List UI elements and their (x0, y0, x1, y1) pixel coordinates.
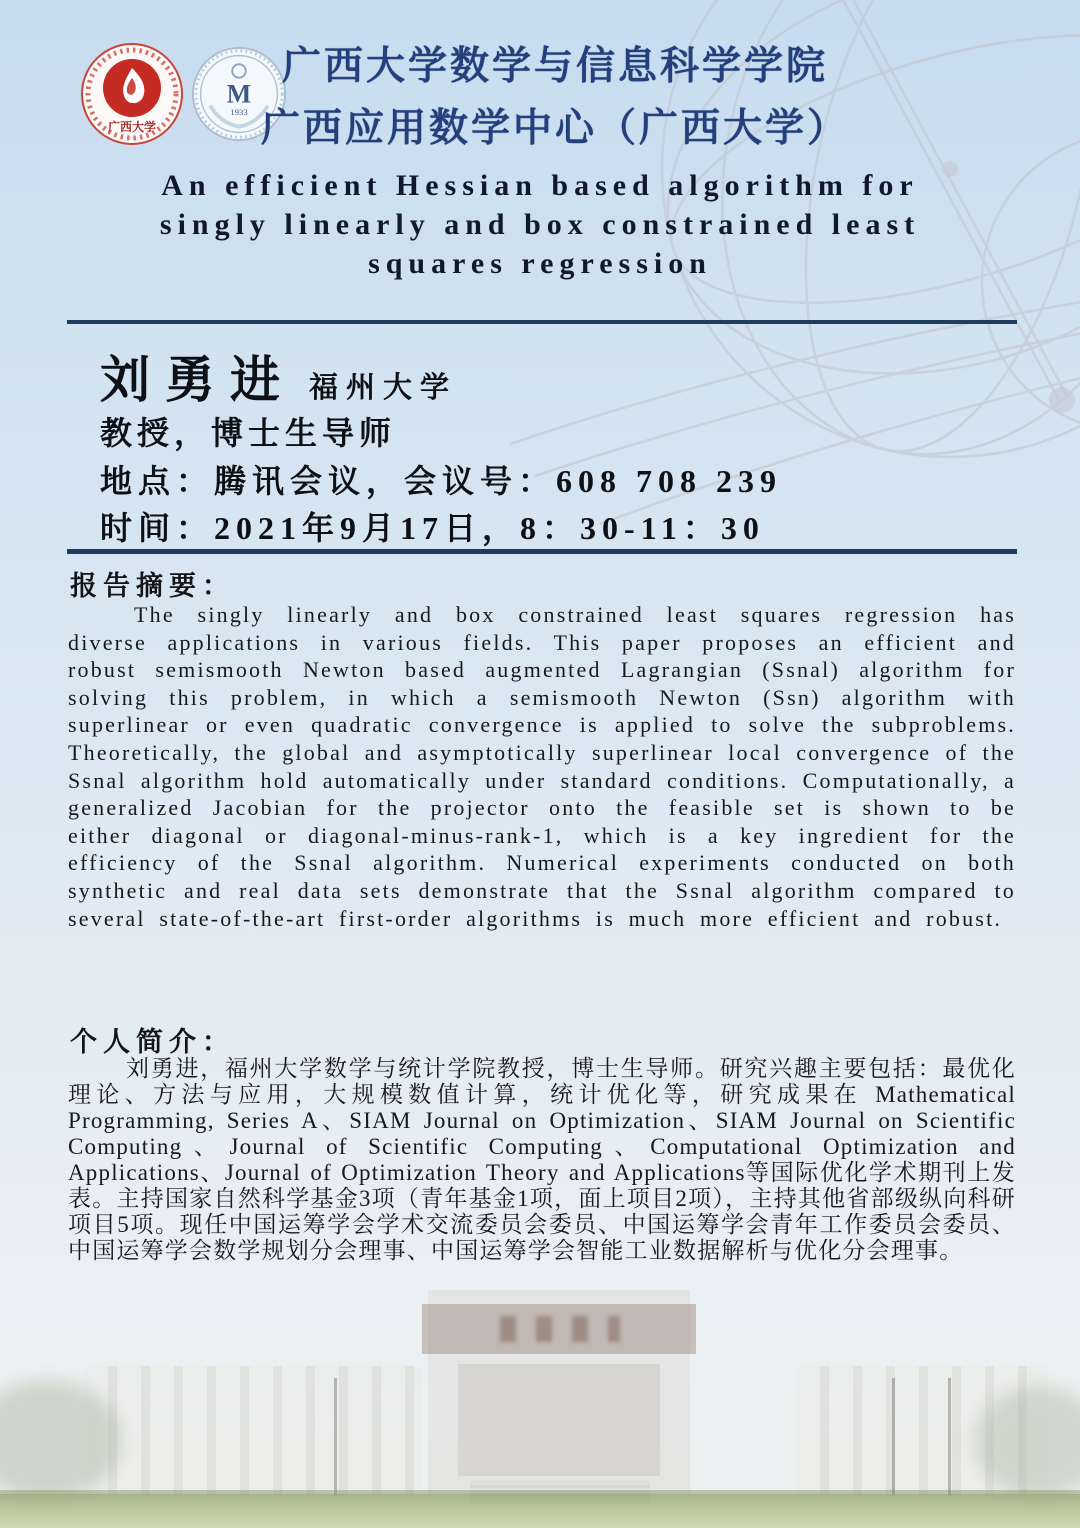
speaker-position: 教授，博士生导师 (100, 415, 397, 451)
bio-text: 刘勇进，福州大学数学与统计学院教授，博士生导师。研究兴趣主要包括：最优化理论、方法与应用，大规模数值计算，统计优化等，研究成果在 Mathematical Programming, Series A、SIAM Journal on Optimization、SIAM Journal on Scientific Computing、Journal of Scientific Computing、Computational Optimization and Applications、Journal of Optimization Theory and Applications等国际优化学术期刊上发表。主持国家自然科学基金3项（青年基金1项，面上项目2项），主持其他省部级纵向科研项目5项。现任中国运筹学会学术交流委员会委员、中国运筹学会青年工作委员会委员、中国运筹学会数学规划分会理事、中国运筹学会智能工业数据解析与优化分会理事。 (68, 1056, 1016, 1263)
guangxi-university-seal-icon (80, 42, 184, 146)
speaker-name: 刘勇进 (100, 352, 295, 408)
emblem-letter: M (226, 79, 252, 109)
speaker-affiliation: 福州大学 (309, 372, 458, 404)
talk-title-line-3: squares regression (368, 247, 712, 280)
seal-bottom-text: 广西大学 (107, 120, 157, 134)
divider-rule-top (67, 320, 1017, 324)
talk-title-line-2: singly linearly and box constrained least (159, 208, 921, 241)
meeting-time: 时间：2021年9月17日，8：30-11：30 (100, 510, 765, 546)
organization-block (255, 36, 855, 160)
organization-name: 广西大学数学与信息科学学院 (281, 45, 828, 88)
bio-heading: 个人简介： (70, 1027, 235, 1057)
center-name: 广西应用数学中心（广西大学） (260, 107, 849, 150)
divider-rule-bottom (67, 549, 1017, 554)
abstract-text: The singly linearly and box constrained least squares regression has diverse applications in various fields. This paper proposes an efficient and robust semismooth Newton based augmented Lagrangian (Ssnal) algorithm for solving this problem, in which a semismooth Newton (Ssn) algorithm with superlinear or even quadratic convergence is applied to solve the subproblems. Theoretically, the global and asymptotically superlinear local convergence of the Ssnal algorithm hold automatically under standard conditions. Computationally, a generalized Jacobian for the projector onto the feasible set is shown to be either diagonal or diagonal-minus-rank-1, which is a key ingredient for the efficiency of the Ssnal algorithm. Numerical experiments conducted on both synthetic and real data sets demonstrate that the Ssnal algorithm compared to several state-of-the-art first-order algorithms is much more efficient and robust. (68, 602, 1016, 931)
emblem-year: 1933 (230, 107, 248, 118)
talk-title (0, 166, 1080, 283)
speaker-name-row (100, 340, 457, 412)
meeting-location: 地点：腾讯会议，会议号：608 708 239 (100, 463, 783, 499)
abstract-heading: 报告摘要： (70, 571, 235, 601)
talk-title-line-1: An efficient Hessian based algorithm for (161, 169, 919, 202)
